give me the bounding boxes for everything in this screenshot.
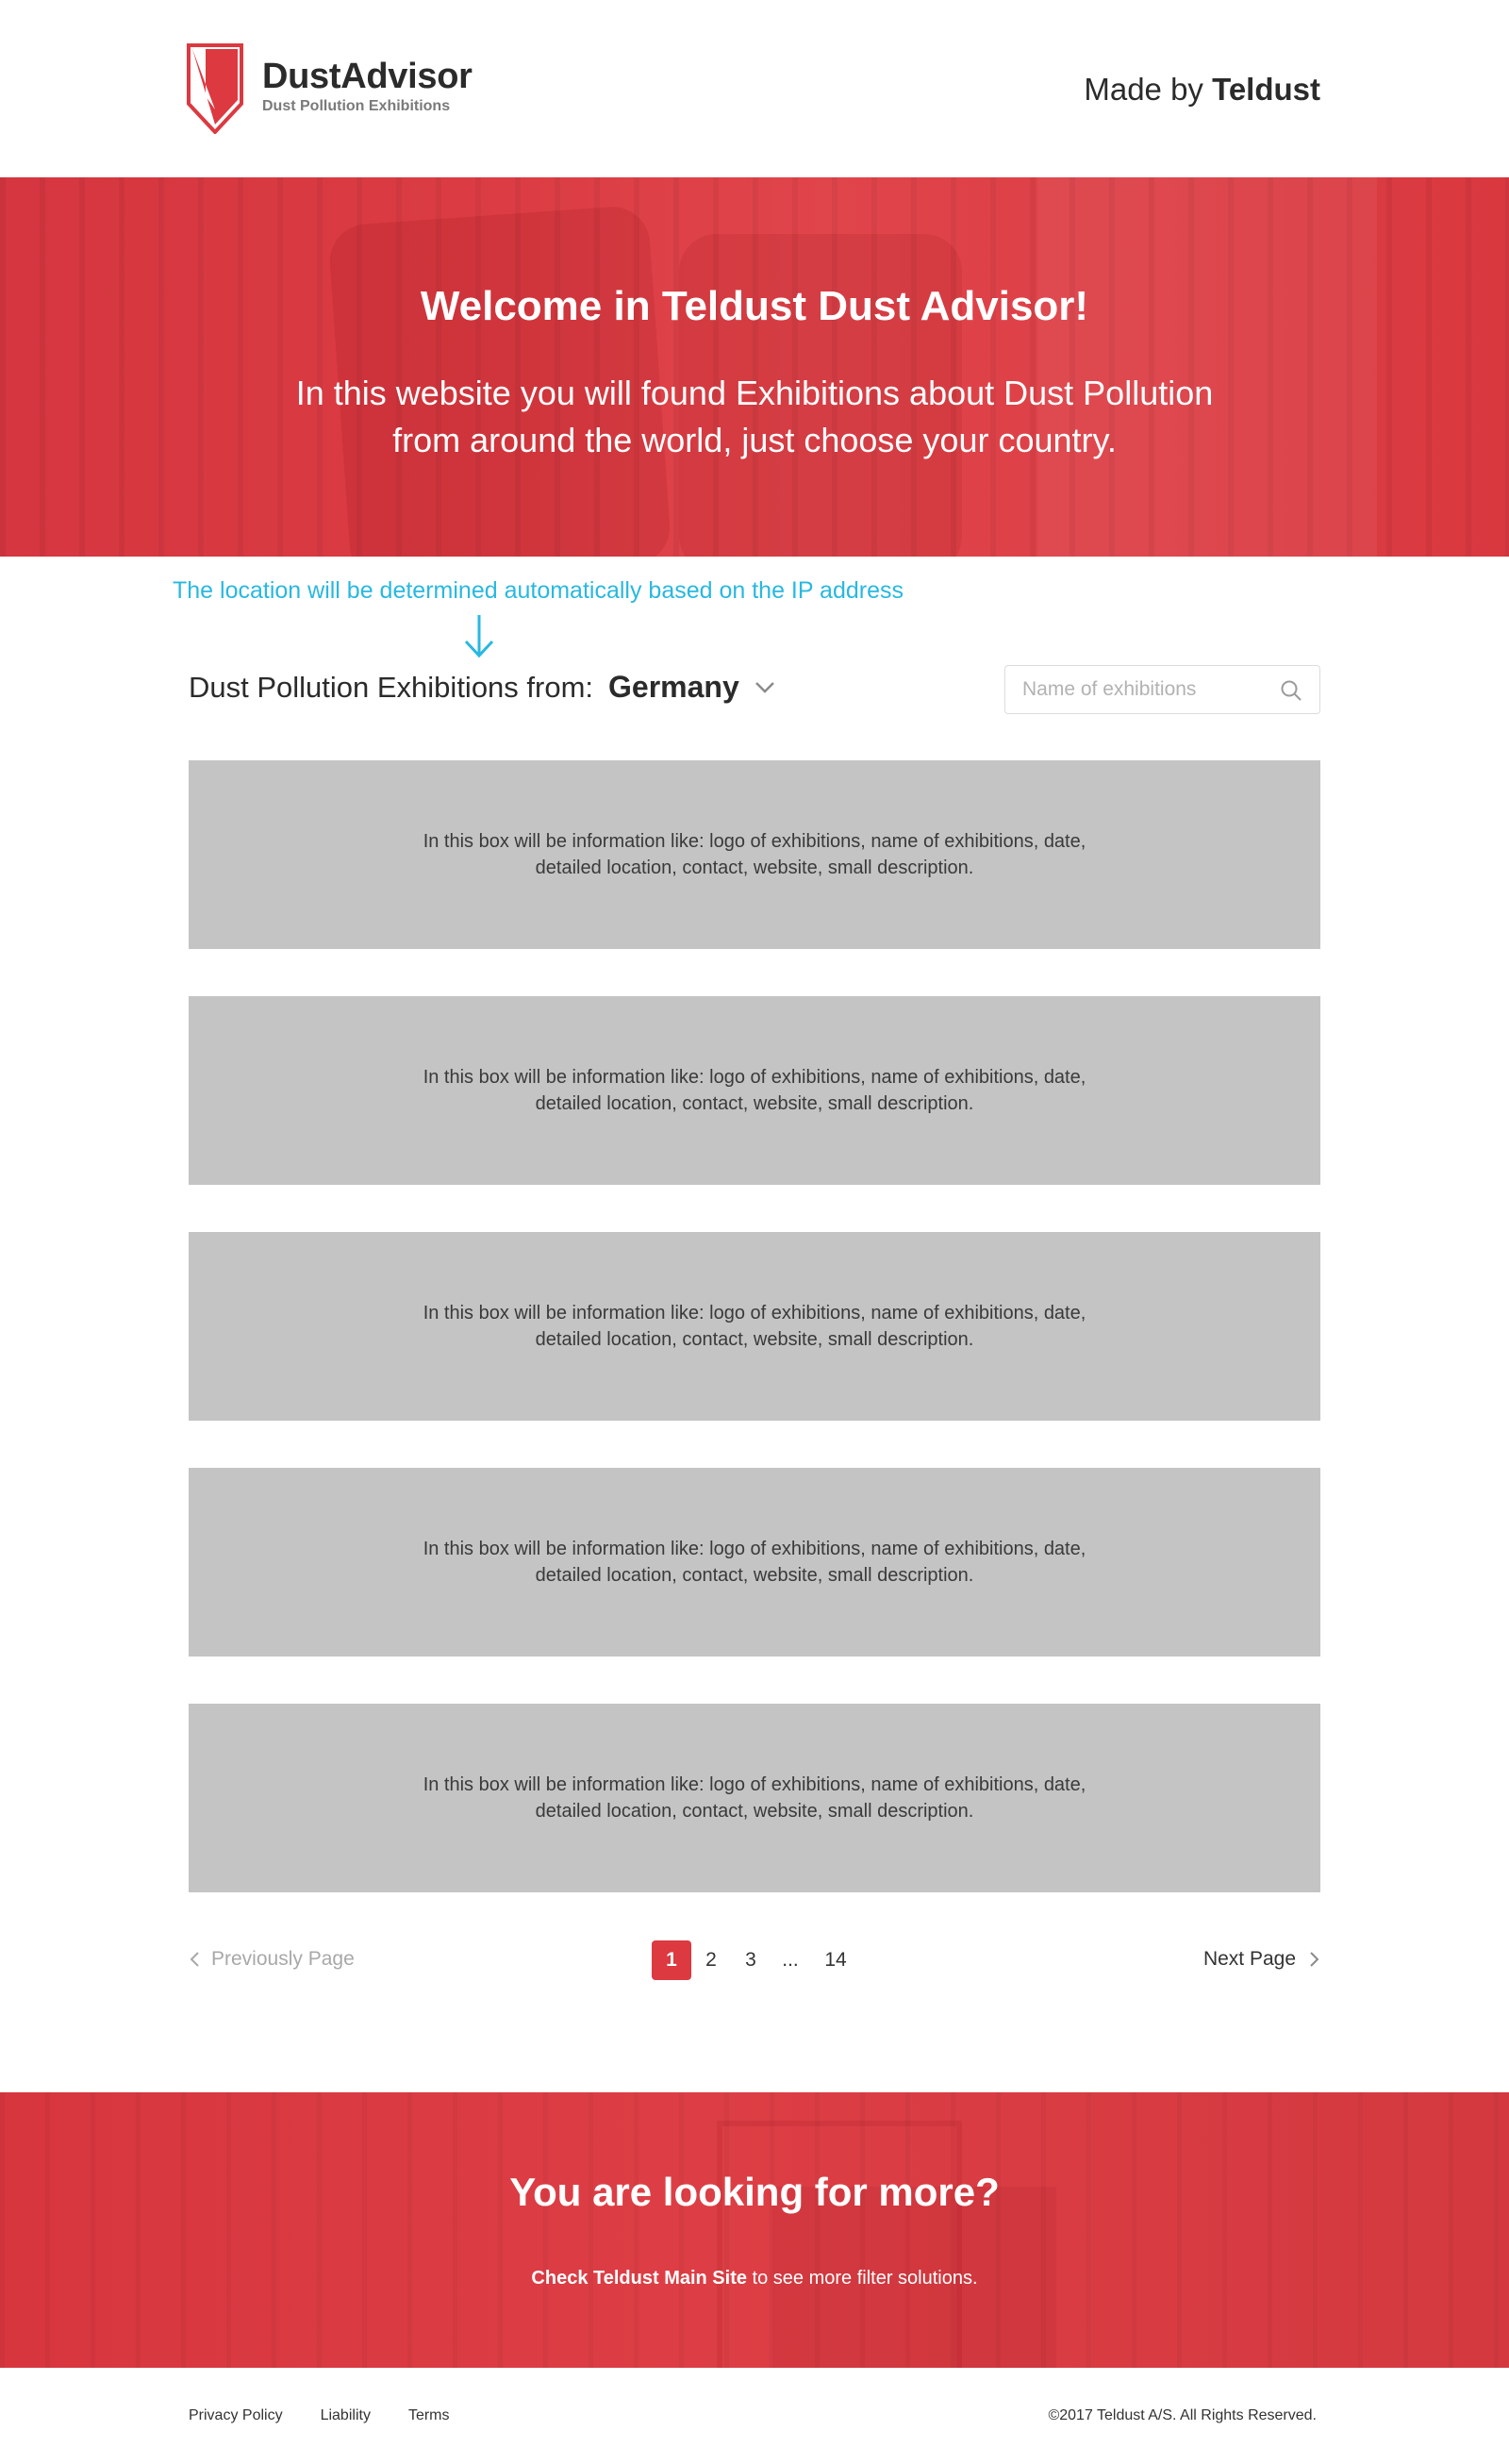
made-by-prefix: Made by (1084, 72, 1203, 107)
search-input[interactable] (1005, 678, 1269, 701)
search-box (1004, 665, 1320, 714)
logo-tagline: Dust Pollution Exhibitions (262, 98, 451, 114)
chevron-down-icon[interactable] (754, 681, 775, 694)
cta-banner (0, 2092, 1509, 2368)
footer-link-privacy-policy[interactable]: Privacy Policy (189, 2407, 283, 2423)
page-ellipsis: ... (782, 1949, 799, 1971)
main-site-link[interactable]: Check Teldust Main Site (531, 2268, 747, 2289)
exhibition-card-text: In this box will be information like: logo of exhibitions, name of exhibitions, date, detailed location, contact, website, small description. (423, 1067, 1086, 1114)
filter-label: Dust Pollution Exhibitions from: (189, 670, 594, 704)
exhibition-card[interactable] (189, 760, 1320, 949)
exhibition-list (189, 760, 1320, 1940)
page-2-button[interactable]: 2 (705, 1949, 717, 1971)
made-by[interactable] (1084, 72, 1320, 108)
cta-title: You are looking for more? (509, 2170, 1000, 2214)
chevron-left-icon (189, 1951, 200, 1968)
site-header (0, 0, 1509, 177)
cta-rest-text: to see more filter solutions. (747, 2268, 978, 2289)
location-annotation: The location will be determined automatically based on the IP address (173, 577, 904, 604)
logo-name: DustAdvisor (262, 57, 473, 96)
page-numbers (652, 1940, 861, 1980)
copyright: ©2017 Teldust A/S. All Rights Reserved. (1048, 2407, 1317, 2423)
page-3-button[interactable]: 3 (745, 1949, 756, 1971)
exhibition-card-text: In this box will be information like: logo of exhibitions, name of exhibitions, date, detailed location, contact, website, small description. (423, 1303, 1086, 1350)
exhibition-card[interactable] (189, 996, 1320, 1185)
made-by-brand: Teldust (1212, 72, 1320, 107)
search-icon[interactable] (1280, 679, 1302, 702)
shield-logo-icon (187, 43, 243, 134)
country-filter (189, 670, 775, 705)
next-page-label: Next Page (1202, 1948, 1296, 1970)
hero-title: Welcome in Teldust Dust Advisor! (420, 283, 1089, 329)
exhibition-card[interactable] (189, 1468, 1320, 1657)
logo[interactable] (187, 43, 473, 134)
exhibition-card[interactable] (189, 1232, 1320, 1421)
chevron-right-icon (1309, 1951, 1320, 1968)
exhibition-card-text: In this box will be information like: logo of exhibitions, name of exhibitions, date, detailed location, contact, website, small description. (423, 1539, 1086, 1586)
exhibition-card-text: In this box will be information like: logo of exhibitions, name of exhibitions, date, detailed location, contact, website, small description. (423, 831, 1086, 878)
next-page-button[interactable] (1203, 1948, 1320, 1971)
footer-link-liability[interactable]: Liability (320, 2407, 371, 2423)
cta-text (0, 2268, 1509, 2289)
pagination (189, 1940, 1320, 1980)
hero-subtitle: In this website you will found Exhibitions about Dust Pollution from around the world, just choose your country. (295, 374, 1214, 459)
exhibition-card[interactable] (189, 1704, 1320, 1892)
page-14-button[interactable]: 14 (824, 1949, 847, 1971)
arrow-down-icon (462, 613, 496, 658)
page-1-button[interactable]: 1 (652, 1940, 691, 1980)
site-footer (0, 2368, 1509, 2464)
previous-page-label: Previously Page (211, 1948, 355, 1970)
hero-background-shape (1037, 177, 1377, 557)
exhibition-card-text: In this box will be information like: logo of exhibitions, name of exhibitions, date, detailed location, contact, website, small description. (423, 1774, 1086, 1822)
footer-link-terms[interactable]: Terms (407, 2407, 450, 2423)
footer-links (189, 2407, 488, 2424)
hero-banner (0, 177, 1509, 557)
country-select[interactable]: Germany (608, 670, 739, 704)
previous-page-button[interactable] (189, 1948, 355, 1971)
